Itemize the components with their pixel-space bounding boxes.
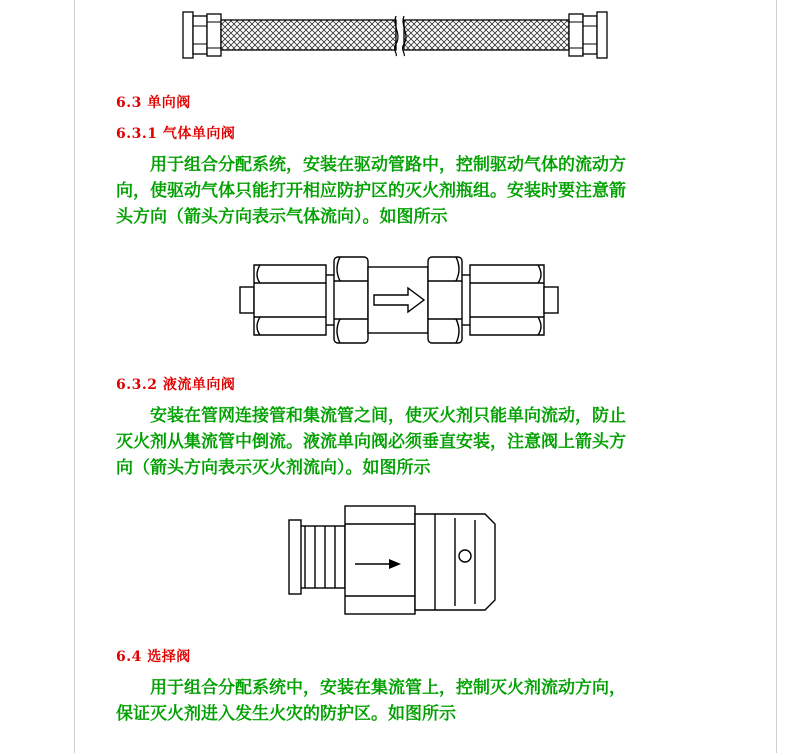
section-6-4-paragraph <box>116 675 696 727</box>
section-6-3-2-heading: 6.3.2 液流单向阀 <box>116 377 236 393</box>
paragraph-line: 安装在管网连接管和集流管之间，使灭火剂只能单向流动，防止 <box>150 406 626 426</box>
gas-check-valve-drawing <box>230 245 590 365</box>
liquid-check-valve-drawing <box>285 500 525 625</box>
section-6-3-heading: 6.3 单向阀 <box>116 95 191 111</box>
page-border-left <box>74 0 75 753</box>
paragraph-line: 用于组合分配系统中，安装在集流管上，控制灭火剂流动方向， <box>150 678 626 698</box>
paragraph-line: 头方向（箭头方向表示气体流向）。如图所示 <box>116 207 448 227</box>
braided-hose-drawing <box>0 0 800 70</box>
section-6-4-heading: 6.4 选择阀 <box>116 649 191 665</box>
paragraph-line: 向（箭头方向表示灭火剂流向）。如图所示 <box>116 458 431 478</box>
paragraph-line: 用于组合分配系统，安装在驱动管路中，控制驱动气体的流动方 <box>150 155 626 175</box>
section-6-3-2-paragraph <box>116 403 696 481</box>
page-border-right <box>776 0 777 753</box>
paragraph-line: 向，使驱动气体只能打开相应防护区的灭火剂瓶组。安装时要注意箭 <box>116 181 626 201</box>
paragraph-line: 保证灭火剂进入发生火灾的防护区。如图所示 <box>116 704 456 724</box>
paragraph-line: 灭火剂从集流管中倒流。液流单向阀必须垂直安装，注意阀上箭头方 <box>116 432 626 452</box>
section-6-3-1-paragraph <box>116 152 696 230</box>
section-6-3-1-heading: 6.3.1 气体单向阀 <box>116 126 236 142</box>
